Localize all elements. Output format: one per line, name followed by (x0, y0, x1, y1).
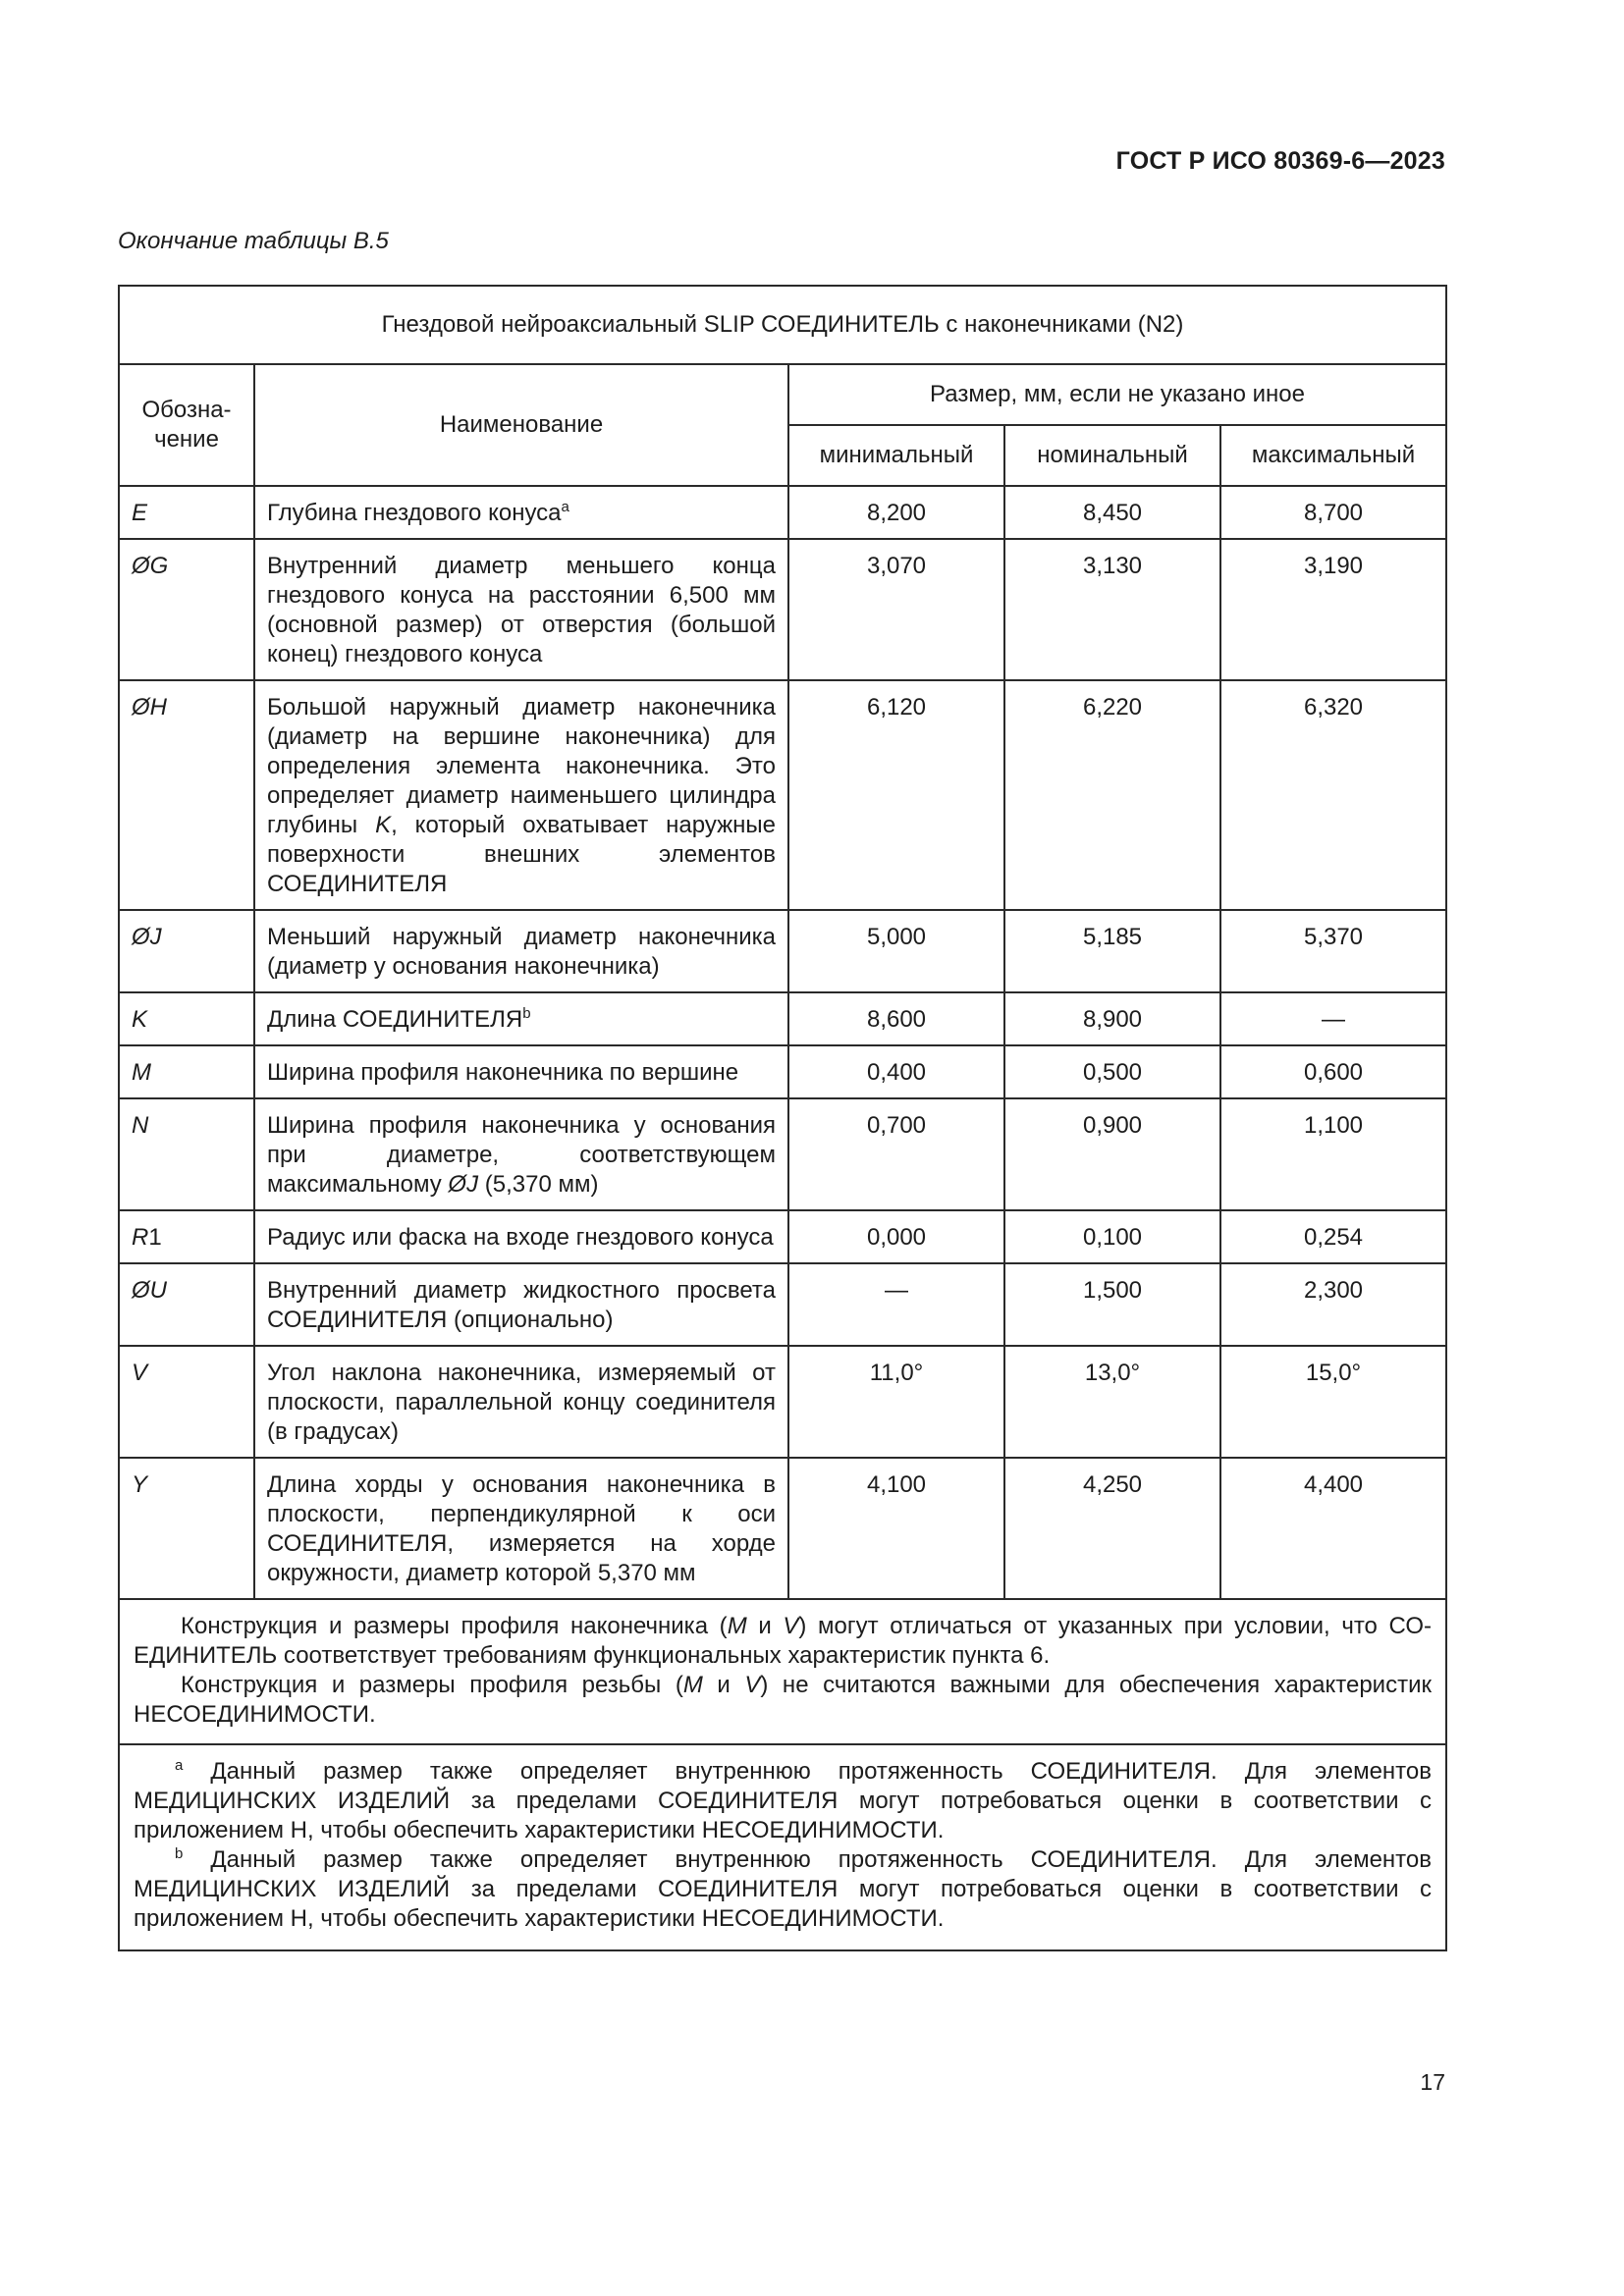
table-title: Гнездовой нейроаксиальный SLIP СОЕДИНИТЕЛЬ с наконечниками (N2) (119, 286, 1446, 364)
column-header-symbol: Обозна-чение (119, 364, 254, 486)
table-row (119, 992, 1446, 1045)
row-name: Длина хорды у основания наконечника в плоскости, перпендикулярной к оси СОЕДИНИТЕЛЯ, измеряется на хорде окружности, диаметр которой 5,370 мм (254, 1458, 788, 1599)
note-paragraph: Конструкция и размеры профиля резьбы (M и V) не считаются важными для обеспечения характеристик НЕСОЕДИНИМОСТИ. (134, 1672, 1432, 1728)
column-header-nom: номинальный (1004, 425, 1220, 486)
row-name: Радиус или фаска на входе гнездового конуса (254, 1210, 788, 1263)
row-min: 0,000 (788, 1210, 1004, 1263)
row-nom: 3,130 (1004, 539, 1220, 680)
row-nom: 8,450 (1004, 486, 1220, 539)
table-caption: Окончание таблицы В.5 (118, 228, 389, 254)
table-row (119, 1458, 1446, 1599)
row-min: 0,700 (788, 1098, 1004, 1210)
table-row (119, 1210, 1446, 1263)
row-min: 5,000 (788, 910, 1004, 992)
row-symbol: N (119, 1098, 254, 1210)
table-row (119, 910, 1446, 992)
row-name: Большой наружный диаметр наконечника (диаметр на вершине наконечника) для определения элемента наконечника. Это определяет диаметр наименьшего цилиндра глубины K, который охватывает наружные поверхности внешних элементов СОЕДИНИТЕЛЯ (254, 680, 788, 910)
row-symbol: E (119, 486, 254, 539)
footnote-b: $^b$ Данный размер также определяет внутреннюю протяженность СОЕДИНИТЕЛЯ. Для элементов МЕДИЦИНСКИХ ИЗДЕЛИЙ за пределами СОЕДИНИТЕЛЯ могут потребоваться оценки в соответствии с приложением H, чтобы обеспечить характеристики НЕСОЕДИНИМОСТИ. (134, 1845, 1432, 1932)
table-row (119, 1263, 1446, 1346)
row-min: — (788, 1263, 1004, 1346)
row-max: 5,370 (1220, 910, 1446, 992)
table-row (119, 1346, 1446, 1458)
row-max: 15,0° (1220, 1346, 1446, 1458)
row-min: 4,100 (788, 1458, 1004, 1599)
document-code: ГОСТ Р ИСО 80369-6—2023 (1115, 147, 1445, 175)
row-max: 8,700 (1220, 486, 1446, 539)
table-row (119, 1045, 1446, 1098)
note-paragraph: Конструкция и размеры профиля наконечника (M и V) могут отличаться от указанных при условии, что СО-ЕДИНИТЕЛЬ соответствует требованиям функциональных характеристик пункта 6. (134, 1613, 1432, 1669)
row-nom: 5,185 (1004, 910, 1220, 992)
row-nom: 4,250 (1004, 1458, 1220, 1599)
row-name: Длина СОЕДИНИТЕЛЯ$^b$ (254, 992, 788, 1045)
row-max: 2,300 (1220, 1263, 1446, 1346)
row-max: 1,100 (1220, 1098, 1446, 1210)
row-nom: 13,0° (1004, 1346, 1220, 1458)
table-notes (119, 1599, 1446, 1744)
row-symbol: R1 (119, 1210, 254, 1263)
column-header-min: минимальный (788, 425, 1004, 486)
row-symbol: V (119, 1346, 254, 1458)
row-nom: 0,100 (1004, 1210, 1220, 1263)
row-min: 8,600 (788, 992, 1004, 1045)
column-header-name: Наименование (254, 364, 788, 486)
row-nom: 6,220 (1004, 680, 1220, 910)
row-name: Ширина профиля наконечника у основания при диаметре, соответствующем максимальному ØJ (5,370 мм) (254, 1098, 788, 1210)
row-max: 4,400 (1220, 1458, 1446, 1599)
row-name: Внутренний диаметр меньшего конца гнездового конуса на расстоянии 6,500 мм (основной размер) от отверстия (большой конец) гнездового конуса (254, 539, 788, 680)
row-min: 3,070 (788, 539, 1004, 680)
row-min: 0,400 (788, 1045, 1004, 1098)
spec-table (118, 285, 1447, 1951)
row-min: 8,200 (788, 486, 1004, 539)
row-name: Ширина профиля наконечника по вершине (254, 1045, 788, 1098)
column-header-max: максимальный (1220, 425, 1446, 486)
notes-row (119, 1599, 1446, 1744)
row-symbol: M (119, 1045, 254, 1098)
footnote-ref: a (561, 499, 569, 515)
footnote-a: $^a$ Данный размер также определяет внутреннюю протяженность СОЕДИНИТЕЛЯ. Для элементов МЕДИЦИНСКИХ ИЗДЕЛИЙ за пределами СОЕДИНИТЕЛЯ могут потребоваться оценки в соответствии с приложением H, чтобы обеспечить характеристики НЕСОЕДИНИМОСТИ. (134, 1757, 1432, 1843)
table-row (119, 539, 1446, 680)
row-max: — (1220, 992, 1446, 1045)
row-symbol: Y (119, 1458, 254, 1599)
row-symbol: ØG (119, 539, 254, 680)
table-row (119, 486, 1446, 539)
footnote-ref: b (522, 1005, 531, 1022)
table-footnotes (119, 1744, 1446, 1950)
row-max: 3,190 (1220, 539, 1446, 680)
table-title-row (119, 286, 1446, 364)
footnotes-row (119, 1744, 1446, 1950)
row-nom: 1,500 (1004, 1263, 1220, 1346)
row-name: Угол наклона наконечника, измеряемый от плоскости, параллельной концу соединителя (в градусах) (254, 1346, 788, 1458)
column-header-size: Размер, мм, если не указано иное (788, 364, 1446, 425)
row-symbol: ØJ (119, 910, 254, 992)
row-symbol: K (119, 992, 254, 1045)
row-nom: 0,900 (1004, 1098, 1220, 1210)
row-min: 6,120 (788, 680, 1004, 910)
row-name: Внутренний диаметр жидкостного просвета СОЕДИНИТЕЛЯ (опционально) (254, 1263, 788, 1346)
row-name: Меньший наружный диаметр наконечника (диаметр у основания наконечника) (254, 910, 788, 992)
table-row (119, 1098, 1446, 1210)
row-nom: 0,500 (1004, 1045, 1220, 1098)
row-max: 6,320 (1220, 680, 1446, 910)
row-max: 0,600 (1220, 1045, 1446, 1098)
row-name: Глубина гнездового конуса$^a$ (254, 486, 788, 539)
row-max: 0,254 (1220, 1210, 1446, 1263)
row-min: 11,0° (788, 1346, 1004, 1458)
row-symbol: ØH (119, 680, 254, 910)
row-symbol: ØU (119, 1263, 254, 1346)
page-number: 17 (1420, 2069, 1445, 2095)
row-nom: 8,900 (1004, 992, 1220, 1045)
table-row (119, 680, 1446, 910)
table-header-row (119, 364, 1446, 425)
